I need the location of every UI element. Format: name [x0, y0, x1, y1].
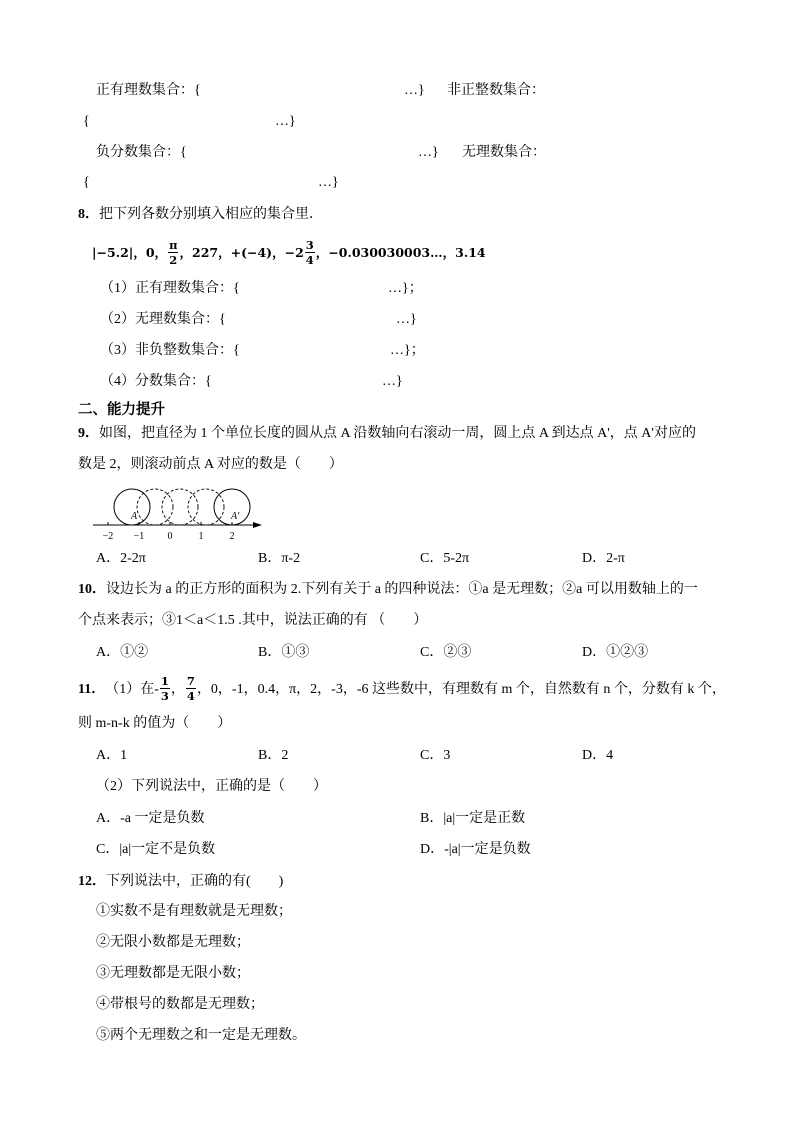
set-close: …} — [418, 145, 439, 160]
question-11-part-2-stem: （2）下列说法中，正确的是（ ） — [96, 779, 327, 794]
list-separator: ， — [179, 245, 192, 260]
set-close: …} — [404, 83, 425, 98]
option-a: A．①② — [96, 645, 149, 660]
set-label-positive-rational: 正有理数集合：{ — [96, 83, 201, 98]
list-item-227: 227 — [192, 244, 219, 260]
statement-1: ①实数不是有理数就是无理数； — [96, 904, 292, 919]
list-separator: ， — [133, 245, 146, 260]
option-b: B．①③ — [258, 645, 310, 660]
rolling-circle-figure — [90, 480, 265, 545]
option-d: D．①②③ — [582, 645, 649, 660]
set-close: …}； — [390, 343, 425, 358]
set-label-1: （1）正有理数集合：{ — [100, 281, 240, 296]
statement-3: ③无理数都是无限小数； — [96, 966, 250, 981]
question-number: 9． — [78, 426, 99, 441]
set-label-4: （4）分数集合：{ — [100, 374, 212, 389]
question-9-line-2: 数是 2，则滚动前点 A 对应的数是（ ） — [78, 457, 343, 472]
option-c: C．5-2π — [420, 551, 470, 566]
set-close: …}； — [388, 281, 423, 296]
tick-label: −2 — [102, 531, 114, 542]
set-label-2: （2）无理数集合：{ — [100, 312, 226, 327]
question-11-line-2: 则 m-n-k 的值为（ ） — [78, 716, 232, 731]
option-a: A．1 — [96, 748, 128, 763]
fraction-numerator: 7 — [186, 673, 195, 688]
question-12-stem-line — [78, 872, 283, 892]
set-close: …} — [275, 114, 296, 129]
point-a-prime-label: A' — [231, 511, 240, 522]
question-stem: 把下列各数分别填入相应的集合里． — [99, 207, 323, 222]
list-separator: ， — [170, 682, 185, 697]
fraction-denominator: 4 — [186, 688, 195, 703]
list-separator: ， — [154, 245, 168, 260]
list-item-pi-over-2 — [168, 238, 178, 267]
option-a: A．2-2π — [96, 551, 146, 566]
fraction-denominator: 3 — [160, 688, 169, 703]
tick-label: 0 — [167, 531, 173, 542]
option-c: C．|a|一定不是负数 — [96, 842, 216, 857]
set-label-negative-fraction: 负分数集合：{ — [96, 145, 187, 160]
fraction-one-third — [160, 674, 170, 703]
question-text-prefix: （1）在- — [105, 682, 159, 697]
question-text: 如图，把直径为 1 个单位长度的圆从点 A 沿数轴向右滚动一周，圆上点 A 到达点 A'，点 A'对应的 — [99, 426, 696, 441]
question-number: 8． — [78, 207, 99, 222]
tick-label: 1 — [198, 531, 204, 542]
list-item-plus-neg4: +(−4) — [230, 244, 273, 260]
fraction-denominator: 4 — [305, 252, 314, 267]
statement-4: ④带根号的数都是无理数； — [96, 997, 264, 1012]
statement-2: ②无限小数都是无理数； — [96, 935, 250, 950]
option-b: B．2 — [258, 748, 289, 763]
question-text: 设边长为 a 的正方形的面积为 2.下列有关于 a 的四种说法：①a 是无理数；②a 可以用数轴上的一 — [106, 582, 698, 597]
list-separator: ， — [442, 245, 456, 260]
question-10-line-1 — [78, 580, 698, 600]
set-close: …} — [396, 312, 417, 327]
option-a: A．-a 一定是负数 — [96, 811, 205, 826]
list-item-mixed-whole: −2 — [284, 244, 304, 260]
set-label-3: （3）非负整数集合：{ — [100, 343, 240, 358]
question-number: 11． — [78, 682, 106, 697]
set-close: …} — [318, 175, 339, 190]
option-b: B．|a|一定是正数 — [420, 811, 526, 826]
list-separator: ， — [315, 245, 329, 260]
option-d: D．4 — [582, 748, 614, 763]
question-number: 10． — [78, 582, 106, 597]
option-b: B．π-2 — [258, 551, 301, 566]
question-text-rest: ，0，-1，0.4，π，2，-3，-6 这些数中，有理数有 m 个，自然数有 n 个，分数有 k 个， — [196, 682, 726, 697]
list-item-abs: |−5.2| — [92, 244, 134, 260]
fraction-numerator: π — [169, 237, 178, 252]
list-item-mixed-fraction — [305, 238, 315, 267]
point-a-label: A — [131, 511, 138, 522]
list-item-decimal: −0.030030003… — [328, 244, 443, 260]
set-close: …} — [382, 374, 403, 389]
list-item-3-14: 3.14 — [455, 244, 486, 260]
question-10-line-2: 个点来表示；③1＜a＜1.5 .其中，说法正确的有 （ ） — [78, 613, 428, 628]
set-open: { — [83, 114, 90, 129]
option-d: D．2-π — [582, 551, 625, 566]
fraction-numerator: 1 — [160, 673, 169, 688]
question-number: 12． — [78, 874, 106, 889]
tick-label: −1 — [133, 531, 145, 542]
set-open: { — [83, 175, 90, 190]
statement-5: ⑤两个无理数之和一定是无理数。 — [96, 1028, 306, 1043]
option-d: D．-|a|一定是负数 — [420, 842, 531, 857]
number-list — [92, 234, 486, 270]
question-11-line-1 — [78, 670, 726, 706]
question-9-line-1 — [78, 424, 696, 444]
fraction-seven-fourths — [186, 674, 196, 703]
fraction-denominator: 2 — [169, 252, 178, 267]
fraction-numerator: 3 — [305, 237, 314, 252]
tick-label: 2 — [229, 531, 235, 542]
axis-arrow — [253, 522, 262, 528]
list-separator: ， — [272, 245, 285, 260]
question-stem: 下列说法中，正确的有( ) — [106, 874, 284, 889]
section-heading: 二、能力提升 — [78, 402, 165, 418]
option-c: C．3 — [420, 748, 451, 763]
set-label-non-positive-integer: 非正整数集合： — [447, 83, 545, 98]
option-c: C．②③ — [420, 645, 472, 660]
set-label-irrational: 无理数集合： — [462, 145, 546, 160]
list-separator: ， — [218, 245, 231, 260]
question-8-stem-line — [78, 205, 323, 225]
list-item-zero: 0 — [145, 244, 155, 260]
